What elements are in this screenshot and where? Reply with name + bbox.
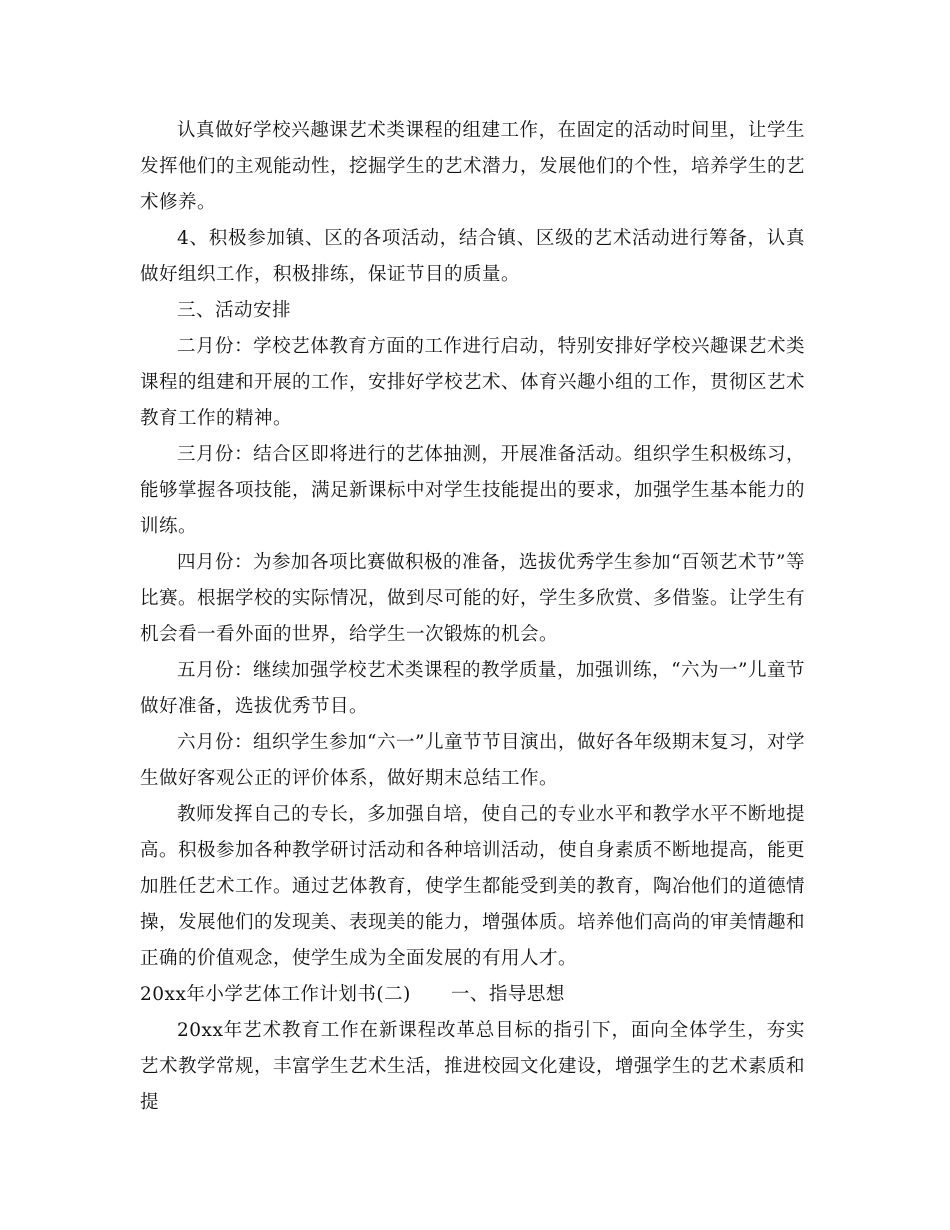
paragraph-may: 五月份：继续加强学校艺术类课程的教学质量，加强训练，“六为一”儿童节做好准备，选拔优秀节目。 <box>140 660 805 717</box>
paragraph-june: 六月份：组织学生参加“六一”儿童节节目演出，做好各年级期末复习，对学生做好客观公正的评价体系，做好期末总结工作。 <box>140 732 805 789</box>
paragraph-guiding-ideology: 20xx年艺术教育工作在新课程改革总目标的指引下，面向全体学生，夯实艺术教学常规，丰富学生艺术生活，推进校园文化建设，增强学生的艺术素质和提 <box>140 1020 806 1113</box>
document-body <box>140 113 805 1121</box>
paragraph-february: 二月份：学校艺体教育方面的工作进行启动，特别安排好学校兴趣课艺术类课程的组建和开展的工作，安排好学校艺术、体育兴趣小组的工作，贯彻区艺术教育工作的精神。 <box>140 336 806 429</box>
paragraph-april: 四月份：为参加各项比赛做积极的准备，选拔优秀学生参加“百领艺术节”等比赛。根据学校的实际情况，做到尽可能的好，学生多欣赏、多借鉴。让学生有机会看一看外面的世界，给学生一次锻炼的机会。 <box>140 552 806 645</box>
section-heading <box>140 977 805 1013</box>
section-subtitle: 一、指导思想 <box>450 984 565 1005</box>
paragraph-march: 三月份：结合区即将进行的艺体抽测，开展准备活动。组织学生积极练习，能够掌握各项技能，满足新课标中对学生技能提出的要求，加强学生基本能力的训练。 <box>140 444 806 537</box>
paragraph-activities: 4、积极参加镇、区的各项活动，结合镇、区级的艺术活动进行筹备，认真做好组织工作，积极排练，保证节目的质量。 <box>140 228 805 285</box>
section-title: 20xx年小学艺体工作计划书(二) <box>140 984 411 1005</box>
paragraph-teacher-development: 教师发挥自己的专长，多加强自培，使自己的专业水平和教学水平不断地提高。积极参加各种教学研讨活动和各种培训活动，使自身素质不断地提高，能更加胜任艺术工作。通过艺体教育，使学生都能受到美的教育，陶冶他们的道德情操，发展他们的发现美、表现美的能力，增强体质。培养他们高尚的审美情趣和正确的价值观念，使学生成为全面发展的有用人才。 <box>140 804 806 969</box>
heading-activity-schedule: 三、活动安排 <box>177 300 292 321</box>
paragraph-interest-courses: 认真做好学校兴趣课艺术类课程的组建工作，在固定的活动时间里，让学生发挥他们的主观能动性，挖掘学生的艺术潜力，发展他们的个性，培养学生的艺术修养。 <box>140 120 806 213</box>
